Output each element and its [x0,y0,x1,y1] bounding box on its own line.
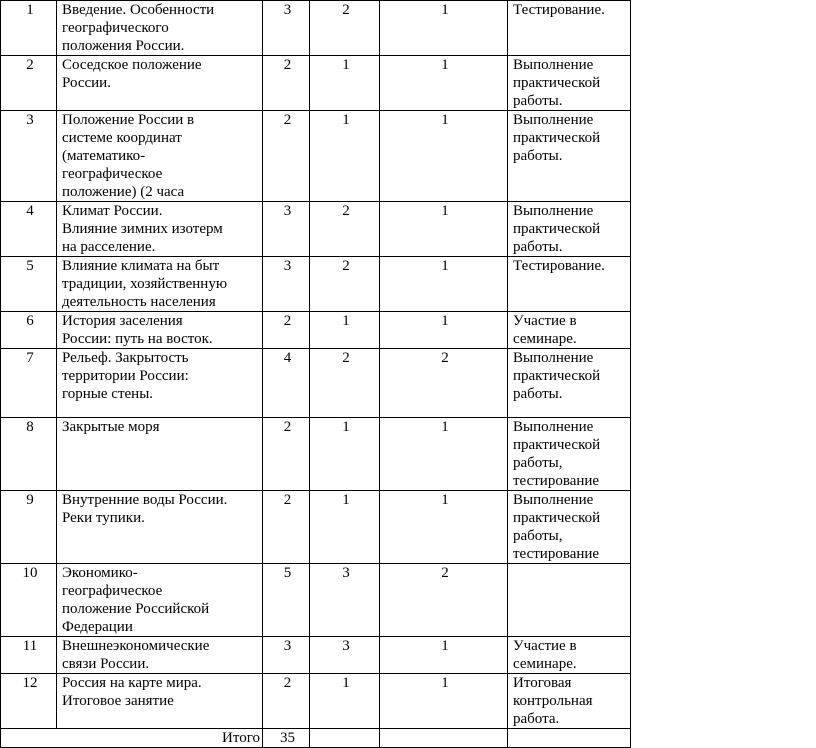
row-topic: Россия на карте мира. Итоговое занятие [57,674,263,729]
row-control-form: Участие в семинаре. [508,637,631,674]
row-hours-theory: 1 [310,491,380,564]
row-hours-theory: 1 [310,418,380,491]
row-control-form [508,564,631,637]
row-hours-theory: 1 [310,56,380,111]
table-row [1,56,631,111]
row-hours-theory: 2 [310,202,380,257]
table-row [1,564,631,637]
row-control-form: Итоговая контрольная работа. [508,674,631,729]
row-number: 8 [1,418,57,491]
row-topic: Закрытые моря [57,418,263,491]
row-hours-practice: 1 [380,111,508,202]
total-row [1,729,631,748]
table-row [1,1,631,56]
table-row [1,637,631,674]
row-number: 11 [1,637,57,674]
row-hours-theory: 2 [310,1,380,56]
row-topic: Внешнеэкономические связи России. [57,637,263,674]
table-row [1,491,631,564]
row-hours-practice: 1 [380,674,508,729]
row-topic: Экономико- географическое положение Российской Федерации [57,564,263,637]
row-topic: Введение. Особенности географического положения России. [57,1,263,56]
row-hours-practice: 1 [380,491,508,564]
total-label: Итого [1,729,263,748]
row-topic: Рельеф. Закрытость территории России: горные стены. [57,349,263,418]
row-hours-theory: 1 [310,674,380,729]
table-row [1,111,631,202]
row-hours-practice: 2 [380,349,508,418]
row-hours-total: 2 [263,56,310,111]
total-empty-cell [380,729,508,748]
row-number: 12 [1,674,57,729]
row-hours-total: 3 [263,202,310,257]
row-number: 10 [1,564,57,637]
total-empty-cell [508,729,631,748]
row-hours-practice: 1 [380,56,508,111]
row-control-form: Тестирование. [508,257,631,312]
row-topic: Климат России. Влияние зимних изотерм на расселение. [57,202,263,257]
table-body [1,1,631,748]
row-number: 7 [1,349,57,418]
row-number: 5 [1,257,57,312]
row-hours-total: 2 [263,111,310,202]
row-hours-total: 2 [263,491,310,564]
row-topic: Соседское положение России. [57,56,263,111]
row-number: 6 [1,312,57,349]
row-topic: Влияние климата на быт традиции, хозяйственную деятельность населения [57,257,263,312]
row-hours-practice: 1 [380,257,508,312]
row-control-form: Участие в семинаре. [508,312,631,349]
row-control-form: Выполнение практической работы. [508,349,631,418]
row-hours-theory: 2 [310,257,380,312]
row-hours-practice: 1 [380,312,508,349]
total-empty-cell [310,729,380,748]
row-control-form: Выполнение практической работы, тестирование [508,491,631,564]
row-hours-theory: 3 [310,637,380,674]
row-number: 2 [1,56,57,111]
table-row [1,418,631,491]
table-row [1,674,631,729]
row-hours-theory: 1 [310,111,380,202]
row-control-form: Тестирование. [508,1,631,56]
table-row [1,202,631,257]
row-hours-theory: 3 [310,564,380,637]
row-number: 3 [1,111,57,202]
row-hours-total: 3 [263,257,310,312]
total-hours: 35 [263,729,310,748]
table-row [1,257,631,312]
row-hours-total: 3 [263,1,310,56]
row-topic: Внутренние воды России. Реки тупики. [57,491,263,564]
row-number: 1 [1,1,57,56]
row-hours-practice: 1 [380,418,508,491]
table-row [1,349,631,418]
row-control-form: Выполнение практической работы. [508,111,631,202]
row-hours-practice: 1 [380,1,508,56]
row-control-form: Выполнение практической работы, тестирование [508,418,631,491]
row-control-form: Выполнение практической работы. [508,202,631,257]
row-hours-total: 2 [263,312,310,349]
row-hours-total: 2 [263,418,310,491]
row-hours-total: 3 [263,637,310,674]
row-hours-theory: 1 [310,312,380,349]
row-topic: История заселения России: путь на восток. [57,312,263,349]
row-control-form: Выполнение практической работы. [508,56,631,111]
row-hours-practice: 1 [380,202,508,257]
row-number: 9 [1,491,57,564]
row-hours-total: 2 [263,674,310,729]
row-hours-total: 5 [263,564,310,637]
row-hours-practice: 2 [380,564,508,637]
row-topic: Положение России в системе координат (математико- географическое положение) (2 часа [57,111,263,202]
table-row [1,312,631,349]
row-hours-practice: 1 [380,637,508,674]
row-hours-total: 4 [263,349,310,418]
row-hours-theory: 2 [310,349,380,418]
row-number: 4 [1,202,57,257]
